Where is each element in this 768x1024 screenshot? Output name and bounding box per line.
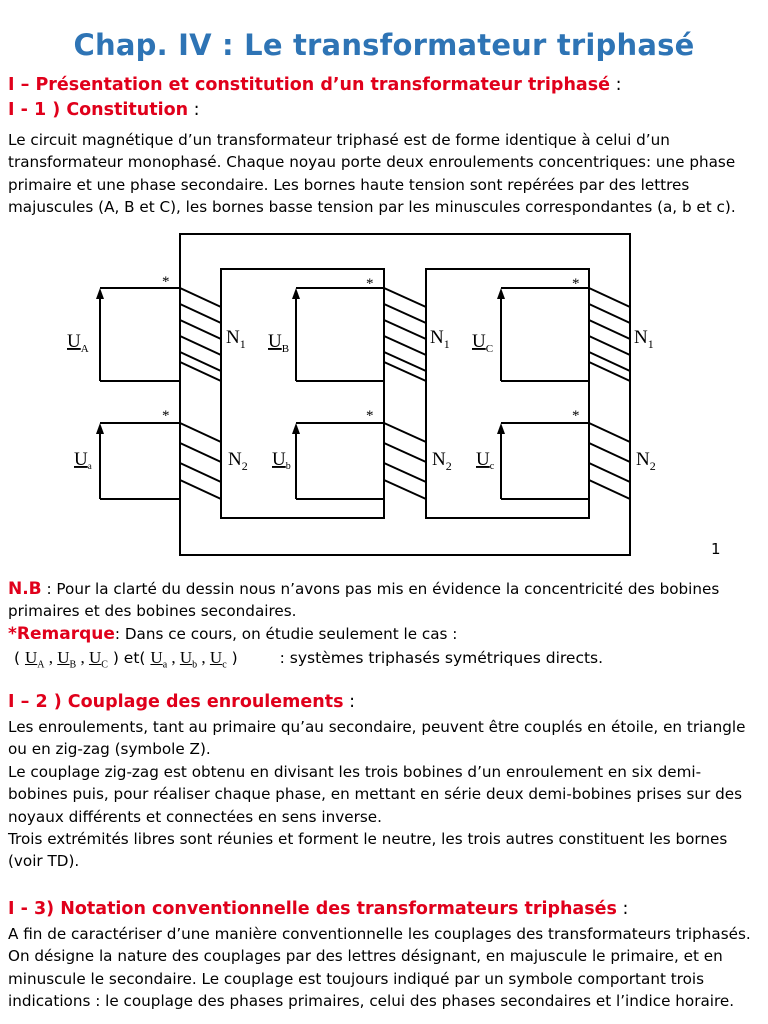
transformer-diagram xyxy=(0,225,768,565)
section-heading-text: I - 3) Notation conventionnelle des transformateurs triphasés xyxy=(8,899,617,919)
nb-text-continued: primaires et des bobines secondaires. xyxy=(8,602,297,621)
formula-paren-close: ) xyxy=(226,649,238,667)
voltage-label-ua-lower xyxy=(74,449,92,471)
paragraph-line: primaire et une phase secondaire. Les bornes haute tension sont repérées par des lettres xyxy=(8,175,690,194)
turns-letter: N xyxy=(228,449,242,470)
voltage-letter: U xyxy=(268,331,282,352)
paragraph-line: majuscules (A, B et C), les bornes basse tension par les minuscules correspondantes (a, b et c). xyxy=(8,198,736,217)
formula-secondary: $U_a$ , $U_b$ , $U_c$ xyxy=(150,648,227,671)
voltage-label-ua xyxy=(67,331,89,355)
nb-label: N.B xyxy=(8,579,42,599)
remarque-label: *Remarque xyxy=(8,624,115,644)
paragraph-line: Le couplage zig-zag est obtenu en divisant les trois bobines d’un enroulement en six demi- xyxy=(8,762,702,781)
phase-a-arrows xyxy=(96,288,104,499)
phase-a-windings xyxy=(100,288,221,499)
formula-paren-open: ( xyxy=(14,649,25,667)
turns-letter: N xyxy=(636,449,650,470)
voltage-letter: U xyxy=(67,331,81,352)
constitution-paragraph xyxy=(8,129,764,219)
turns-label-n2 xyxy=(636,449,656,473)
turns-label-n1 xyxy=(634,327,654,351)
magnetic-core-outer xyxy=(180,234,630,555)
paragraph-line: minuscule le secondaire. Le couplage est toujours indiqué par un symbole comportant trois xyxy=(8,969,705,988)
polarity-star: * xyxy=(162,408,170,424)
remarque-text: : Dans ce cours, on étudie seulement le cas : xyxy=(114,625,458,643)
polarity-star: * xyxy=(366,408,374,424)
phase-voltage-formula xyxy=(14,648,603,670)
notation-paragraph xyxy=(8,923,764,1013)
paragraph-line: Le circuit magnétique d’un transformateur triphasé est de forme identique à celui d’un xyxy=(8,131,670,149)
paragraph-line: A fin de caractériser d’une manière conventionnelle les couplages des transformateurs triphasés. xyxy=(8,925,751,943)
couplage-paragraph xyxy=(8,716,764,873)
remarque-note xyxy=(8,624,457,644)
turns-subscript: 1 xyxy=(443,337,450,351)
voltage-subscript: c xyxy=(489,461,495,472)
formula-caption: : systèmes triphasés symétriques directs. xyxy=(279,649,604,667)
polarity-star: * xyxy=(572,276,580,292)
voltage-label-ub xyxy=(268,331,289,355)
polarity-star: * xyxy=(572,408,580,424)
paragraph-line: (voir TD). xyxy=(8,852,80,871)
phase-b-arrows xyxy=(292,288,300,499)
section-heading-text: I – 2 ) Couplage des enroulements xyxy=(8,692,344,712)
voltage-letter: U xyxy=(272,449,286,470)
turns-subscript: 2 xyxy=(445,459,452,473)
heading-colon: : xyxy=(343,692,355,712)
paragraph-line: indications : le couplage des phases primaires, celui des phases secondaires et l’indice horaire. xyxy=(8,992,735,1011)
voltage-letter: U xyxy=(74,449,88,470)
formula-primary: $U_A$ , $U_B$ , $U_C$ xyxy=(24,648,108,671)
section-heading-couplage xyxy=(8,692,355,712)
paragraph-line: On désigne la nature des couplages par des lettres désignant, en majuscule le primaire, et en xyxy=(8,947,723,966)
paragraph-line: bobines puis, pour réaliser chaque phase, en mettant en série deux demi-bobines prises sur des xyxy=(8,785,742,804)
turns-label-n2 xyxy=(228,449,248,473)
voltage-label-ub-lower xyxy=(272,449,291,472)
voltage-letter: U xyxy=(472,331,486,352)
voltage-subscript: A xyxy=(80,343,89,355)
core-window-left xyxy=(221,269,384,518)
paragraph-line: ou en zig-zag (symbole Z). xyxy=(8,740,211,759)
voltage-letter: U xyxy=(476,449,490,470)
heading-colon: : xyxy=(616,899,629,919)
page-title: Chap. IV : Le transformateur triphasé xyxy=(73,28,695,62)
section-heading-text: I - 1 ) Constitution xyxy=(8,100,189,120)
heading-colon: : xyxy=(188,100,200,120)
turns-letter: N xyxy=(430,327,444,348)
turns-letter: N xyxy=(432,449,446,470)
paragraph-line: noyaux différents et connectées en sens inverse. xyxy=(8,807,382,826)
figure-number: 1 xyxy=(711,540,721,558)
section-heading-text: I – Présentation et constitution d’un transformateur triphasé xyxy=(8,75,611,95)
turns-subscript: 2 xyxy=(241,459,248,473)
phase-c-windings xyxy=(501,288,630,499)
phase-c-arrows xyxy=(497,288,505,499)
voltage-label-uc-lower xyxy=(476,449,495,472)
polarity-star: * xyxy=(366,276,374,292)
voltage-subscript: B xyxy=(281,343,290,355)
phase-b-windings xyxy=(296,288,426,499)
turns-letter: N xyxy=(634,327,648,348)
heading-colon: : xyxy=(610,75,622,95)
paragraph-line: Les enroulements, tant au primaire qu’au secondaire, peuvent être couplés en étoile, en triangle xyxy=(8,718,746,736)
turns-label-n2 xyxy=(432,449,452,473)
turns-label-n1 xyxy=(226,327,246,351)
formula-and: ) et( xyxy=(107,649,151,667)
voltage-label-uc xyxy=(472,331,493,355)
voltage-subscript: C xyxy=(485,343,494,355)
voltage-subscript: a xyxy=(87,461,92,471)
turns-subscript: 1 xyxy=(239,337,246,351)
nb-note xyxy=(8,578,719,623)
turns-letter: N xyxy=(226,327,240,348)
section-heading-constitution xyxy=(8,100,200,120)
polarity-star: * xyxy=(162,274,170,290)
turns-subscript: 1 xyxy=(647,337,654,351)
paragraph-line: Trois extrémités libres sont réunies et forment le neutre, les trois autres constituent les bornes xyxy=(8,830,728,849)
section-heading-presentation xyxy=(8,75,621,95)
paragraph-line: transformateur monophasé. Chaque noyau porte deux enroulements concentriques: une phase xyxy=(8,153,736,172)
voltage-subscript: b xyxy=(285,461,291,472)
turns-subscript: 2 xyxy=(649,459,656,473)
section-heading-notation xyxy=(8,899,628,919)
nb-text: : Pour la clarté du dessin nous n’avons pas mis en évidence la concentricité des bobines xyxy=(41,580,720,598)
turns-label-n1 xyxy=(430,327,450,351)
core-window-right xyxy=(426,269,589,518)
